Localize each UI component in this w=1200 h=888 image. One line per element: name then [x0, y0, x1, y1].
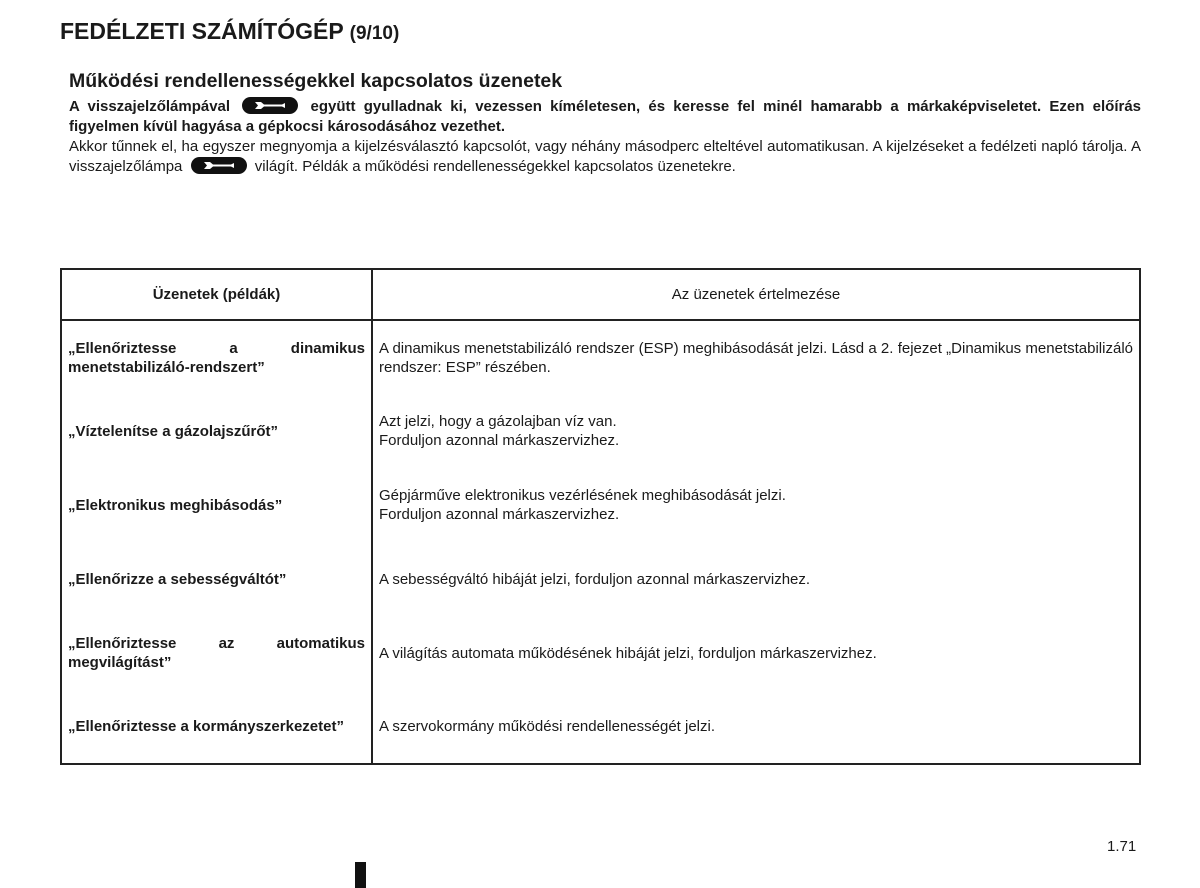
message-cell: „Ellenőrizze a sebességváltót” — [61, 542, 372, 616]
meaning-line: Forduljon azonnal márkaszervizhez. — [379, 506, 620, 523]
table-row — [61, 690, 1140, 764]
table-row — [61, 468, 1140, 542]
meaning-line: Azt jelzi, hogy a gázolajban víz van. — [379, 413, 617, 430]
info-paragraph — [69, 137, 1141, 177]
table-row — [61, 542, 1140, 616]
meaning-cell — [372, 468, 1140, 542]
meaning-cell — [372, 616, 1140, 690]
meaning-line: A szervokormány működési rendellenességét jelzi. — [379, 718, 715, 735]
warning-paragraph — [69, 97, 1141, 137]
message-cell: „Elektronikus meghibásodás” — [61, 468, 372, 542]
meaning-cell — [372, 690, 1140, 764]
meaning-line: Forduljon azonnal márkaszervizhez. — [379, 432, 620, 449]
page-title-text: FEDÉLZETI SZÁMÍTÓGÉP — [60, 18, 344, 44]
info-text-start: Akkor tűnnek el, ha egyszer megnyomja a kijelzésválasztó kapcsolót, vagy néhány másodperc elteltével automatikusan. A kijelzéseket a fedélzeti napló tárolja. A visszajelzőlámpa — [69, 138, 1141, 175]
messages-table — [60, 268, 1141, 765]
meaning-cell — [372, 394, 1140, 468]
meaning-cell — [372, 542, 1140, 616]
info-text-end: világít. Példák a működési rendellenességekkel kapcsolatos üzenetekre. — [254, 158, 736, 175]
meaning-line: A világítás automata működésének hibáját jelzi, forduljon márkaszervizhez. — [379, 644, 877, 662]
table-row — [61, 320, 1140, 394]
meaning-cell — [372, 320, 1140, 394]
meaning-line: A sebességváltó hibáját jelzi, forduljon azonnal márkaszervizhez. — [379, 570, 811, 588]
message-cell: „Ellenőriztesse a dinamikus menetstabilizáló-rendszert” — [61, 320, 372, 394]
warning-text-start: A visszajelzőlámpával — [69, 98, 231, 115]
meaning-line: Gépjárműve elektronikus vezérlésének meghibásodását jelzi. — [379, 487, 786, 504]
meaning-line: A dinamikus menetstabilizáló rendszer (ESP) meghibásodását jelzi. Lásd a 2. fejezet „Dinamikus menetstabilizáló rendszer: ESP” részében. — [379, 339, 1133, 376]
message-cell: „Víztelenítse a gázolajszűrőt” — [61, 394, 372, 468]
column-header-messages: Üzenetek (példák) — [61, 269, 372, 320]
table-header-row — [61, 269, 1140, 320]
message-cell: „Ellenőriztesse az automatikus megvilágítást” — [61, 616, 372, 690]
message-cell: „Ellenőriztesse a kormányszerkezetet” — [61, 690, 372, 764]
wrench-icon — [191, 157, 247, 174]
wrench-icon — [242, 97, 298, 114]
section-subtitle: Működési rendellenességekkel kapcsolatos üzenetek — [69, 70, 563, 92]
page-count: (9/10) — [349, 23, 400, 44]
page-title — [60, 18, 399, 45]
warning-text-end: együtt gyulladnak ki, vezessen kíméletesen, és keresse fel minél hamarabb a márkaképviseletet. Ezen előírás figyelmen kívül hagyása a gépkocsi károsodásához vezethet. — [69, 98, 1142, 135]
intro-section — [69, 70, 1141, 177]
table-row — [61, 616, 1140, 690]
page-number: 1.71 — [1107, 838, 1137, 855]
column-header-meaning: Az üzenetek értelmezése — [372, 269, 1140, 320]
table-row — [61, 394, 1140, 468]
page-edge-marker — [355, 862, 366, 888]
